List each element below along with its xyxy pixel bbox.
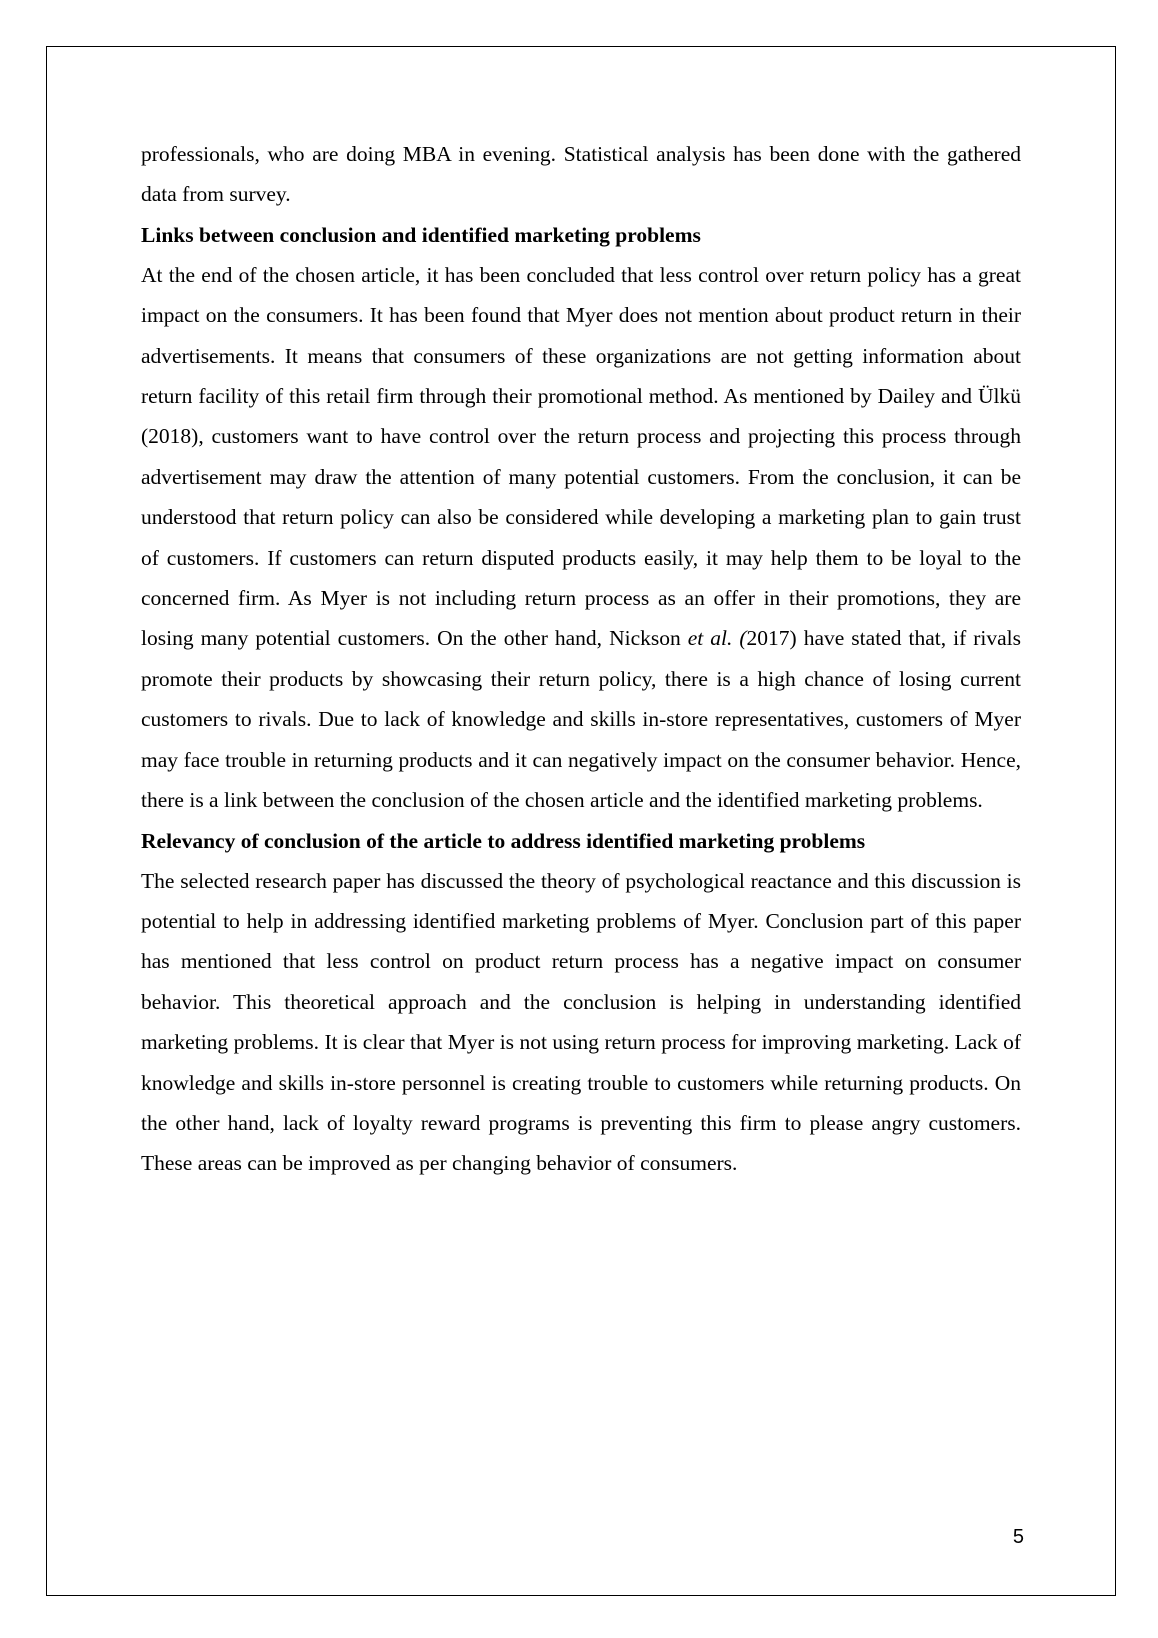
paragraph-intro: professionals, who are doing MBA in evening. Statistical analysis has been done with the gathered data from survey. [141, 142, 1021, 207]
document-body [141, 134, 1021, 1184]
heading-relevancy-conclusion: Relevancy of conclusion of the article to address identified marketing problems [141, 828, 866, 853]
heading-links-conclusion: Links between conclusion and identified marketing problems [141, 222, 701, 247]
paragraph-links-italic: et al. ( [687, 626, 747, 651]
paragraph-relevancy: The selected research paper has discussed the theory of psychological reactance and this discussion is potential to help in addressing identified marketing problems of Myer. Conclusion part of this paper has mentioned that less control on product return process has a negative impact on consumer behavior. This theoretical approach and the conclusion is helping in understanding identified marketing problems. It is clear that Myer is not using return process for improving marketing. Lack of knowledge and skills in-store personnel is creating trouble to customers while returning products. On the other hand, lack of loyalty reward programs is preventing this firm to please angry customers. These areas can be improved as per changing behavior of consumers. [141, 868, 1021, 1176]
page-number: 5 [1012, 1526, 1024, 1548]
paragraph-links-text-2: 2017) have stated that, if rivals promote their products by showcasing their return policy, there is a high chance of losing current customers to rivals. Due to lack of knowledge and skills in-store representatives, customers of Myer may face trouble in returning products and it can negatively impact on the consumer behavior. Hence, there is a link between the conclusion of the chosen article and the identified marketing problems. [141, 626, 1021, 813]
paragraph-links-text-1: At the end of the chosen article, it has been concluded that less control over return policy has a great impact on the consumers. It has been found that Myer does not mention about product return in their advertisements. It means that consumers of these organizations are not getting information about return facility of this retail firm through their promotional method. As mentioned by Dailey and Ülkü (2018), customers want to have control over the return process and projecting this process through advertisement may draw the attention of many potential customers. From the conclusion, it can be understood that return policy can also be considered while developing a marketing plan to gain trust of customers. If customers can return disputed products easily, it may help them to be loyal to the concerned firm. As Myer is not including return process as an offer in their promotions, they are losing many potential customers. On the other hand, Nickson [141, 262, 1021, 651]
paragraph-links [141, 255, 1021, 821]
